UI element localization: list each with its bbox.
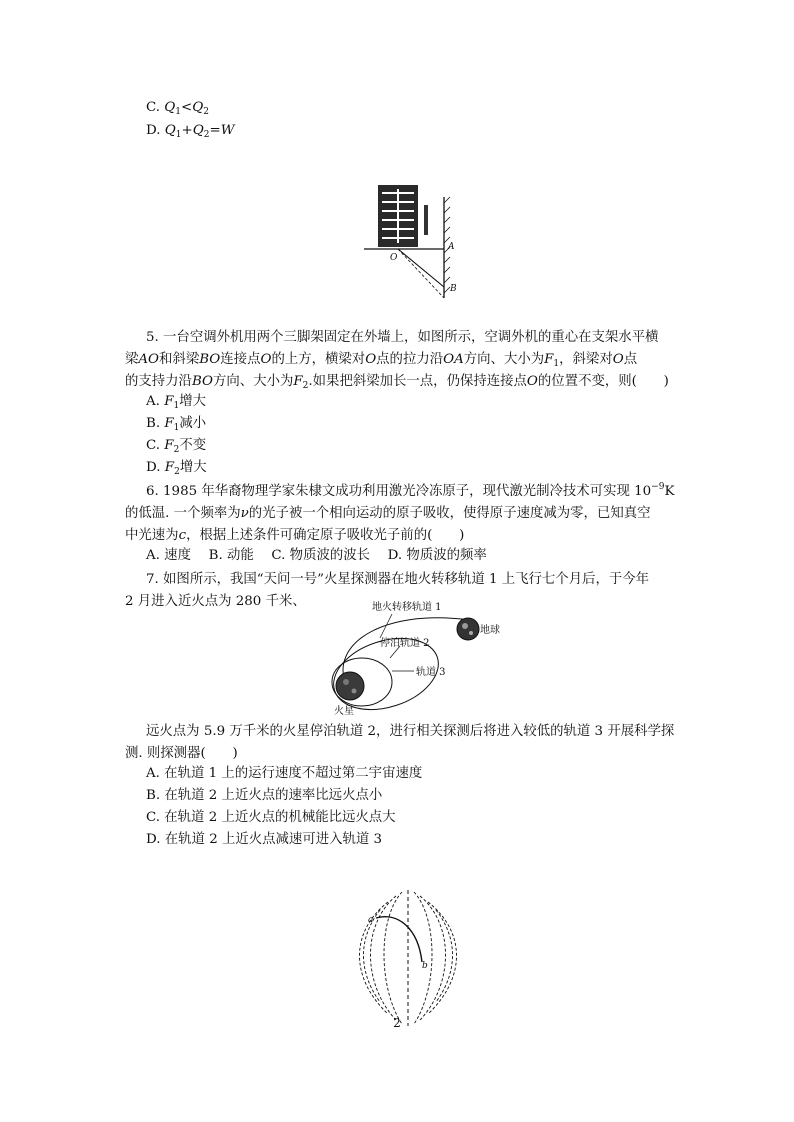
q7-line-2: 2 月进入近火点为 280 千米、 bbox=[125, 594, 306, 609]
label-a: a bbox=[368, 915, 374, 925]
label-orbit-2: 停泊轨道 2 bbox=[380, 638, 430, 649]
label-b: B bbox=[450, 284, 457, 294]
label-earth: 地球 bbox=[480, 625, 500, 636]
trajectory bbox=[376, 917, 422, 962]
q5-line-1: 5. 一台空调外机用两个三脚架固定在外墙上，如图所示，空调外机的重心在支架水平横 bbox=[146, 330, 659, 345]
q6-line-1: 6. 1985 年华裔物理学家朱棣文成功利用激光冷冻原子，现代激光制冷技术可实现 $10^{-9}K$ bbox=[146, 482, 675, 499]
beam-bo-extended bbox=[398, 249, 444, 298]
q7-line-3: 远火点为 5.9 万千米的火星停泊轨道 2，进行相关探测后将进入较低的轨道 3 开展科学探 bbox=[146, 724, 675, 739]
q6-line-2: 的低温. 一个频率为ν的光子被一个相向运动的原子吸收，使得原子速度减为零，已知真空 bbox=[125, 506, 651, 521]
orbit-1 bbox=[343, 618, 470, 684]
air-conditioner-bracket-figure bbox=[360, 183, 470, 298]
q5-option-c: C. $F_2$不变 bbox=[146, 438, 207, 455]
q5-option-a: A. $F_1$增大 bbox=[146, 394, 207, 411]
q7-option-d: D. 在轨道 2 上近火点减速可进入轨道 3 bbox=[146, 832, 383, 847]
page-number: 2 bbox=[393, 1016, 401, 1030]
label-orbit-1: 地火转移轨道 1 bbox=[372, 602, 442, 613]
beam-bo bbox=[398, 249, 444, 287]
q7-line-1: 7. 如图所示，我国“天问一号”火星探测器在地火转移轨道 1 上飞行七个月后，于今年 bbox=[146, 572, 650, 587]
label-orbit-3: 轨道 3 bbox=[416, 667, 446, 678]
label-o: O bbox=[390, 253, 398, 263]
q5-option-d: D. $F_2$增大 bbox=[146, 460, 207, 477]
label-a: A bbox=[448, 242, 455, 252]
q7-option-a: A. 在轨道 1 上的运行速度不超过第二宇宙速度 bbox=[146, 766, 423, 781]
q4-option-c: C. $Q_1<Q_2$ bbox=[146, 100, 209, 117]
label-mars: 火星 bbox=[334, 706, 354, 717]
mars-orbit-figure bbox=[320, 596, 520, 718]
q7-option-c: C. 在轨道 2 上近火点的机械能比远火点大 bbox=[146, 810, 396, 825]
mars-planet bbox=[336, 672, 364, 700]
q5-option-b: B. $F_1$减小 bbox=[146, 416, 207, 433]
field-lines-figure bbox=[358, 888, 458, 1028]
q7-option-b: B. 在轨道 2 上近火点的速率比远火点小 bbox=[146, 788, 383, 803]
q6-line-3: 中光速为c，根据上述条件可确定原子吸收光子前的( ) bbox=[125, 528, 465, 543]
q5-line-3: 的支持力沿BO方向、大小为$F_2$.如果把斜梁加长一点，仍保持连接点O的位置不变，则( ) bbox=[125, 374, 669, 391]
q6-options: A. 速度 B. 动能 C. 物质波的波长 D. 物质波的频率 bbox=[146, 548, 487, 563]
label-b: b bbox=[422, 961, 428, 971]
earth-planet bbox=[457, 618, 479, 640]
q4-option-d: D. $Q_1+Q_2=W$ bbox=[146, 123, 235, 140]
q5-line-2: 梁AO和斜梁BO连接点O的上方，横梁对O点的拉力沿OA方向、大小为$F_1$，斜梁对O点 bbox=[125, 352, 638, 369]
q7-line-4: 测. 则探测器( ) bbox=[125, 746, 238, 761]
